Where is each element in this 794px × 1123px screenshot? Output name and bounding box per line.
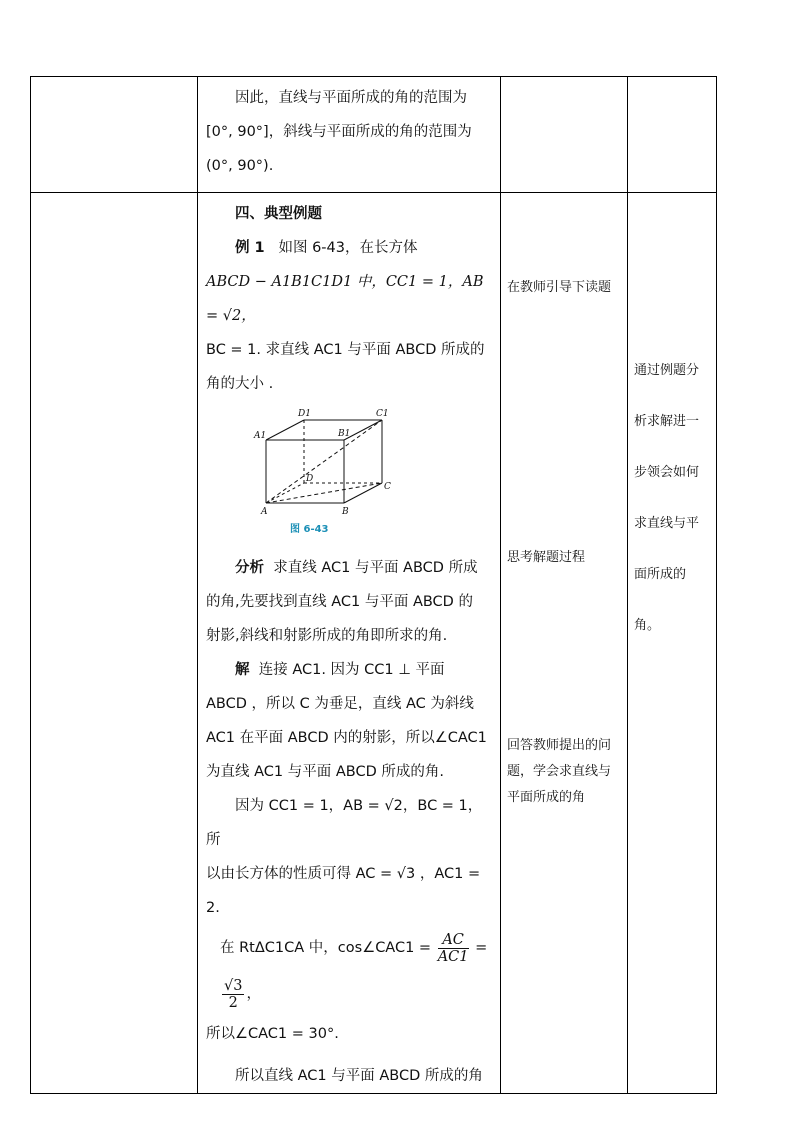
fraction-sqrt3-over-2 xyxy=(222,978,244,1011)
example-line-3: BC = 1. 求直线 AC1 与平面 ABCD 所成的 xyxy=(206,342,485,358)
solution-line-5: 因为 CC1 = 1，AB = √2，BC = 1，所 xyxy=(206,798,483,848)
label-c: C xyxy=(384,482,391,492)
cell-empty-2 xyxy=(31,193,198,1094)
range-line: [0°, 90°]，斜线与平面所成的角的范围为 xyxy=(206,124,472,140)
solution-line-3: AC1 在平面 ABCD 内的射影，所以∠CAC1 xyxy=(206,730,487,746)
fraction-2-denominator: 2 xyxy=(228,994,238,1011)
analysis-line-1: 求直线 AC1 与平面 ABCD 所成 xyxy=(273,560,478,576)
section-title: 四、典型例题 xyxy=(235,206,322,222)
cell-content-1 xyxy=(198,77,501,193)
cell-activity-2 xyxy=(501,193,628,1094)
range-line-2: (0°, 90°). xyxy=(206,158,274,174)
label-d1: D1 xyxy=(298,409,311,419)
cell-activity-1 xyxy=(501,77,628,193)
cuboid-diagram xyxy=(246,407,396,519)
fraction-2-numerator: √3 xyxy=(224,977,243,994)
fraction-1-denominator: AC1 xyxy=(437,948,469,965)
figure-caption: 图 6-43 xyxy=(290,524,329,535)
fraction-1-numerator: AC xyxy=(438,932,469,949)
example-line-2: ABCD − A1B1C1D1 中，CC1 = 1，AB = √2， xyxy=(206,274,484,324)
table-row-1 xyxy=(31,77,717,193)
activity-read: 在教师引导下读题 xyxy=(507,280,612,295)
solution-line-6: 以由长方体的性质可得 AC = √3 ，AC1 = 2. xyxy=(206,866,481,916)
label-d: D xyxy=(306,474,314,484)
activity-think: 思考解题过程 xyxy=(507,550,586,565)
solution-line-1: 连接 AC1. 因为 CC1 ⊥ 平面 xyxy=(258,662,445,678)
label-a: A xyxy=(261,507,268,517)
cell-empty-1 xyxy=(31,77,198,193)
range-intro: 因此，直线与平面所成的角的范围为 xyxy=(235,90,467,106)
analysis-label: 分析 xyxy=(235,560,264,576)
solution-line-7-end: ， xyxy=(246,986,261,1002)
solution-label: 解 xyxy=(235,662,250,678)
solution-line-9: 所以直线 AC1 与平面 ABCD 所成的角 xyxy=(235,1068,483,1084)
table-row-2 xyxy=(31,193,717,1094)
cell-content-2: 四、典型例题 例 1 如图 6-43，在长方体 ABCD − A1B1C1D1 中，CC1 = 1，AB = √2， BC = 1. 求直线 AC1 与平面 ABCD 所成的 角的大小 . D1 C1 A1 B1 D C A B 图 6-43 分析 求直线 AC1 与平面 ABCD 所成 的角,先要找到直线 AC1 与平面 ABCD 的 射影,斜线和射影所成的角即所求的角. 解 连接 AC1. 因为 CC1 ⊥ 平面 ABCD ，所以 C 为垂足，直线 AC 为斜线 AC1 在平面 ABCD 内的射影，所以∠CAC1 为直线 AC1 与平面 ABCD 所成的角. 因为 CC1 = 1，AB = √2，BC = 1，所 以由长方体的性质可得 AC = √3 ，AC1 = 2. 在 RtΔC1CA 中，cos∠CAC1 = $\frac{AC}{AC1}$ = $\frac{√3}{2}$ ， 所以∠CAC1 = 30°. 所以直线 AC1 与平面 ABCD 所成的角 xyxy=(198,193,501,1094)
activity-answer: 回答教师提出的问题，学会求直线与平面所成的角 xyxy=(507,738,612,805)
label-b1: B1 xyxy=(338,429,351,439)
example-intro: 如图 6-43，在长方体 xyxy=(278,240,418,256)
design-note: 通过例题分析求解进一步领会如何求直线与平面所成的角。 xyxy=(634,363,700,633)
solution-line-2: ABCD ，所以 C 为垂足，直线 AC 为斜线 xyxy=(206,696,474,712)
solution-line-4: 为直线 AC1 与平面 ABCD 所成的角. xyxy=(206,764,444,780)
example-line-4: 角的大小 . xyxy=(206,376,274,392)
label-b: B xyxy=(342,507,349,517)
cuboid-figure xyxy=(246,407,396,537)
example-label: 例 1 xyxy=(235,240,265,256)
cell-note-2 xyxy=(628,193,717,1094)
solution-line-7: 在 RtΔC1CA 中，cos∠CAC1 = xyxy=(220,940,432,956)
analysis-line-3: 射影,斜线和射影所成的角即所求的角. xyxy=(206,628,448,644)
solution-line-8: 所以∠CAC1 = 30°. xyxy=(206,1026,339,1042)
cell-note-1 xyxy=(628,77,717,193)
label-a1: A1 xyxy=(254,431,267,441)
label-c1: C1 xyxy=(376,409,389,419)
lesson-table xyxy=(30,76,717,1094)
fraction-ac-over-ac1 xyxy=(438,932,469,965)
analysis-line-2: 的角,先要找到直线 AC1 与平面 ABCD 的 xyxy=(206,594,473,610)
